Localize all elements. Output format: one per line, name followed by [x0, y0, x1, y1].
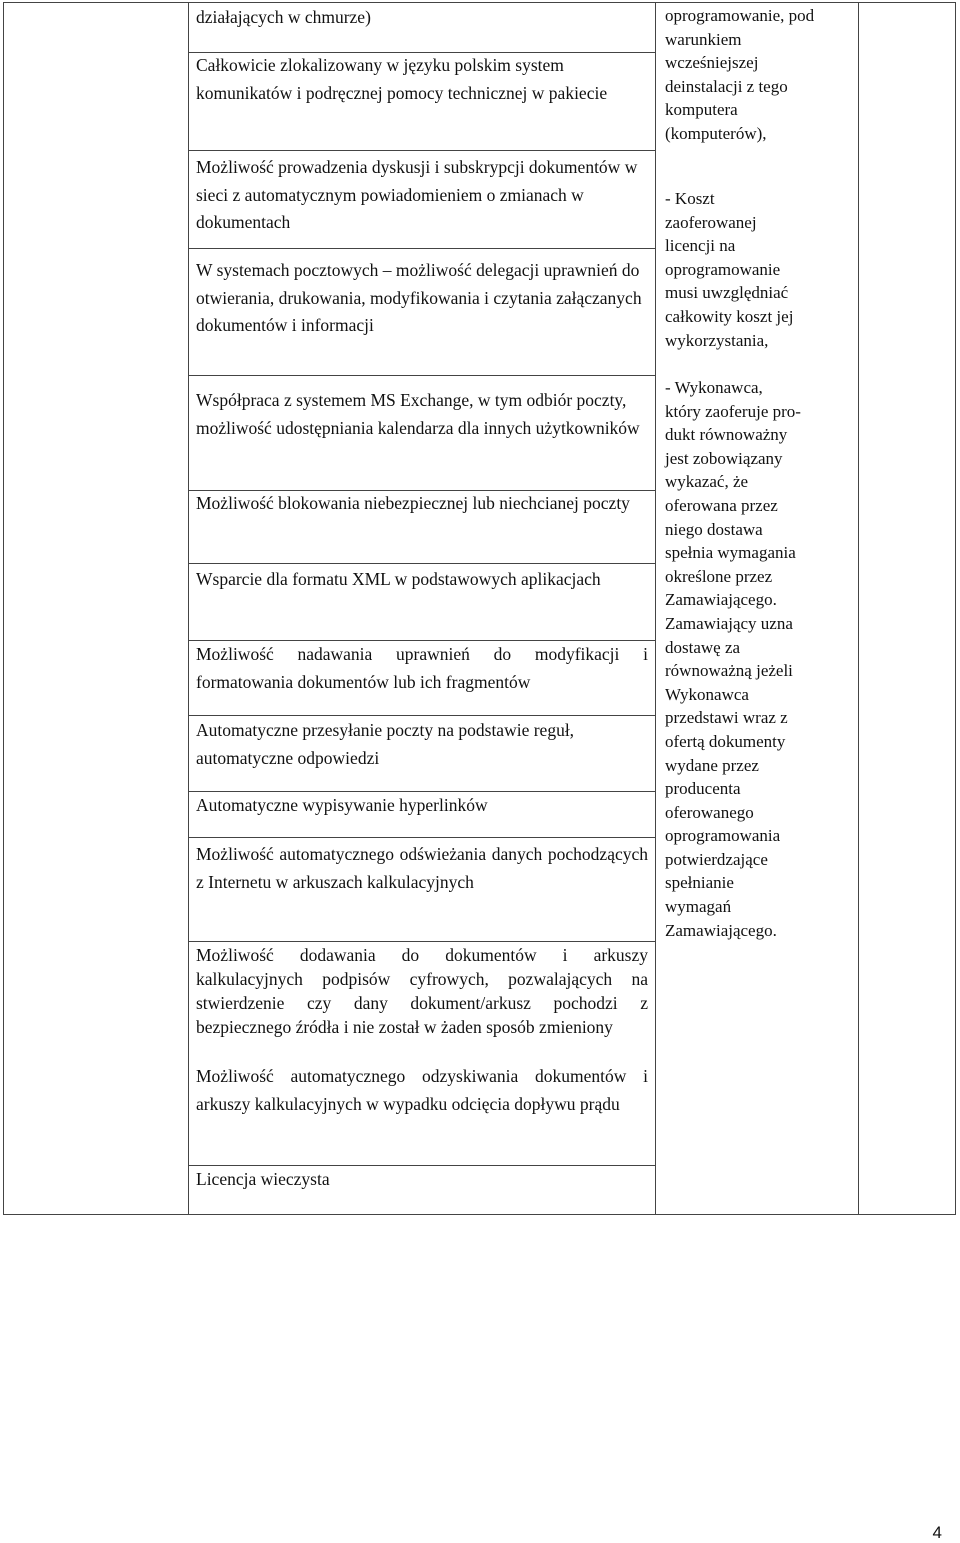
requirement-text: Wsparcie dla formatu XML w podstawowych aplikacjach [196, 569, 601, 589]
requirement-text: Możliwość nadawania uprawnień do modyfikacji i formatowania dokumentów lub ich fragmentów [196, 644, 648, 692]
requirement-text: Automatyczne przesyłanie poczty na podstawie reguł, automatyczne odpowiedzi [196, 720, 575, 768]
row-divider [188, 150, 655, 151]
requirement-text: Możliwość blokowania niebezpiecznej lub niechcianej poczty [196, 493, 630, 513]
requirement-text: Możliwość dodawania do dokumentów i arkuszy kalkulacyjnych podpisów cyfrowych, pozwalających na stwierdzenie czy dany dokument/arkusz pochodzi z bezpiecznego źródła i nie został w żaden sposób zmieniony [196, 945, 648, 1037]
requirement-text: Licencja wieczysta [196, 1169, 330, 1189]
notes-paragraph: - Wykonawca, który zaoferuje pro- dukt równoważny jest zobowiązany wykazać, że oferowana przez niego dostawa spełnia wymagania określone przez Zamawiającego. Zamawiający uzna dostawę za równoważną jeżeli Wykonawca przedstawi wraz z ofertą dokumenty wydane przez producenta oferowanego oprogramowania potwierdzające spełnianie wymagań Zamawiającego. [665, 378, 801, 940]
row-divider [188, 248, 655, 249]
notes-block [665, 187, 851, 352]
row-divider [188, 941, 655, 942]
row-divider [188, 375, 655, 376]
requirement-text: Możliwość prowadzenia dyskusji i subskrypcji dokumentów w sieci z automatycznym powiadomieniem o zmianach w dokumentach [196, 157, 638, 232]
requirement-text: Możliwość automatycznego odświeżania danych pochodzących z Internetu w arkuszach kalkulacyjnych [196, 844, 648, 892]
notes-paragraph: oprogramowanie, pod warunkiem wcześniejszej deinstalacji z tego komputera (komputerów), [665, 6, 815, 143]
row-divider [188, 563, 655, 564]
requirement-text: Możliwość automatycznego odzyskiwania dokumentów i arkuszy kalkulacyjnych w wypadku odcięcia dopływu prądu [196, 1066, 648, 1114]
column-divider [655, 3, 656, 1214]
row-divider [188, 715, 655, 716]
row-divider [188, 837, 655, 838]
requirement-text: W systemach pocztowych – możliwość delegacji uprawnień do otwierania, drukowania, modyfikowania i czytania załączanych dokumentów i informacji [196, 260, 642, 335]
notes-paragraph: - Koszt zaoferowanej licencji na oprogramowanie musi uwzględniać całkowity koszt jej wykorzystania, [665, 189, 794, 350]
requirement-text: Automatyczne wypisywanie hyperlinków [196, 795, 488, 815]
notes-block [665, 4, 851, 146]
notes-block [665, 376, 851, 942]
page-number: 4 [932, 1523, 942, 1542]
column-divider [858, 3, 859, 1214]
requirement-text: działających w chmurze) [196, 7, 371, 27]
requirement-text: Współpraca z systemem MS Exchange, w tym odbiór poczty, możliwość udostępniania kalendarza dla innych użytkowników [196, 390, 640, 438]
requirement-text: Całkowicie zlokalizowany w języku polskim system komunikatów i podręcznej pomocy technicznej w pakiecie [196, 55, 608, 103]
column-divider [188, 3, 189, 1214]
